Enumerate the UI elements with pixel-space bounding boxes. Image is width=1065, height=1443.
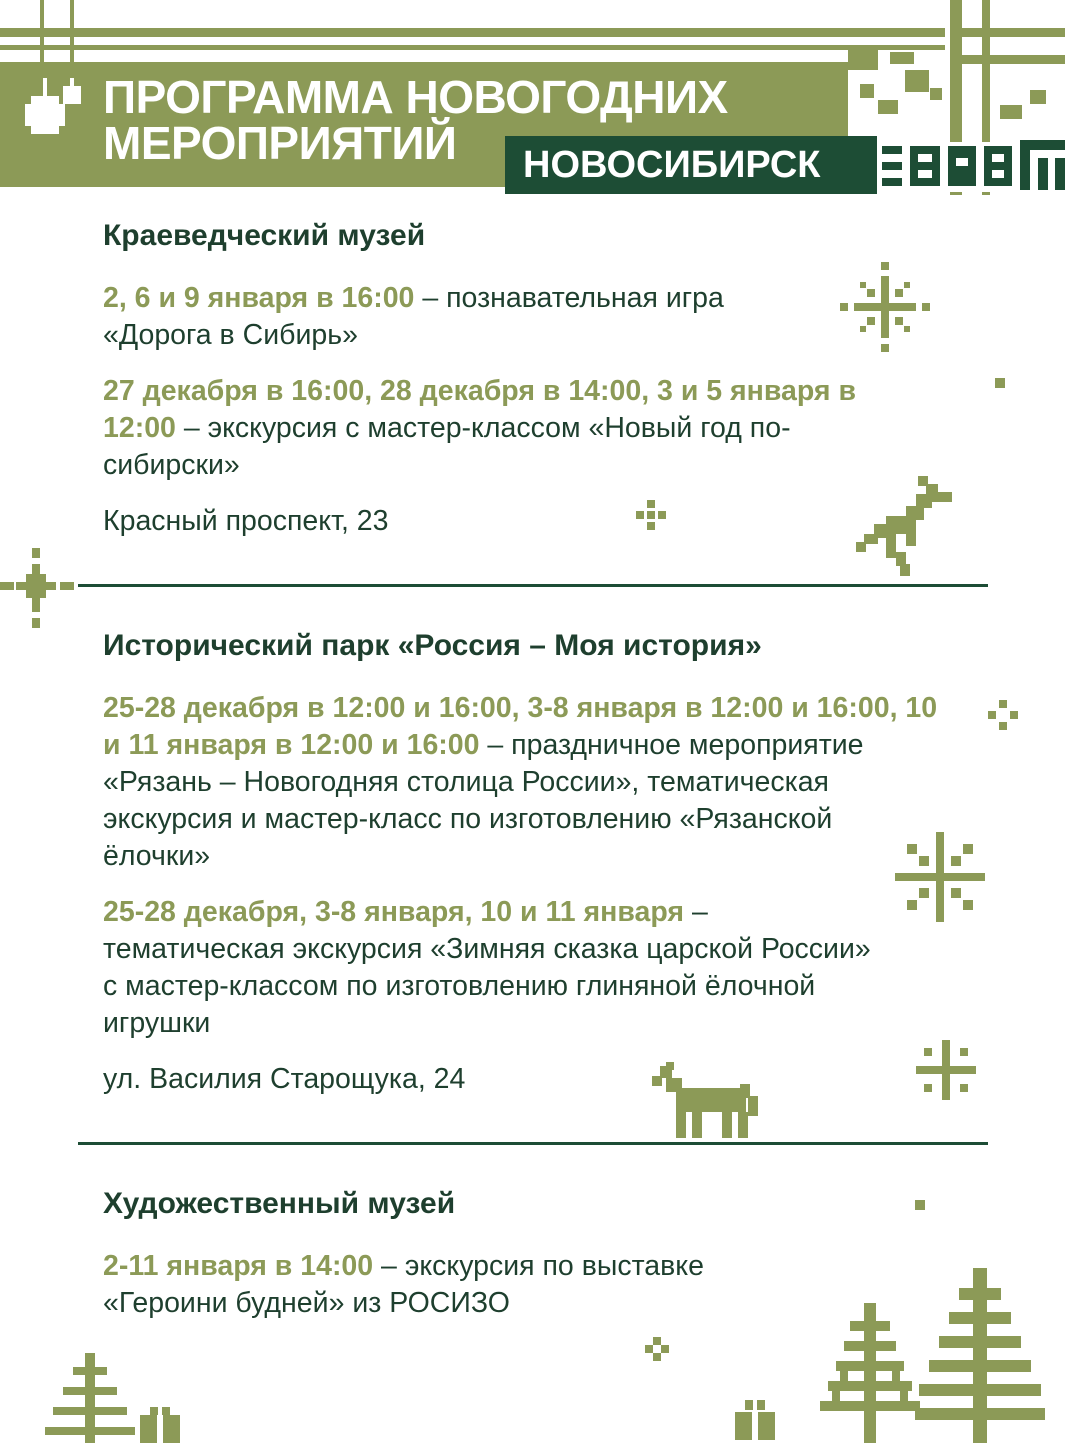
snowflake-icon bbox=[0, 548, 80, 628]
snowflake-icon bbox=[995, 378, 1007, 390]
snowflake-icon bbox=[895, 832, 985, 922]
venue-title: Исторический парк «Россия – Моя история» bbox=[103, 629, 762, 662]
event-description: – тематическая экскурсия «Зимняя сказка царской России» с мастер-классом по изготовлению глиняной ёлочной игрушки bbox=[103, 896, 871, 1039]
venue-title: Краеведческий музей bbox=[103, 219, 426, 252]
venue-title: Художественный музей bbox=[103, 1187, 456, 1220]
snowflake-icon bbox=[636, 500, 666, 530]
page-title: ПРОГРАММА НОВОГОДНИХ МЕРОПРИЯТИЙ bbox=[103, 71, 728, 169]
section-divider bbox=[78, 584, 988, 587]
event-item bbox=[103, 373, 903, 484]
venue-address: ул. Василия Старощука, 24 bbox=[103, 1063, 466, 1095]
gift-icon bbox=[140, 1407, 180, 1443]
event-item bbox=[103, 690, 943, 875]
event-date: 2, 6 и 9 января в 16:00 bbox=[103, 282, 415, 314]
event-description: – экскурсия с мастер-классом «Новый год по-сибирски» bbox=[103, 412, 791, 481]
event-date: 2-11 января в 14:00 bbox=[103, 1250, 374, 1282]
event-date: 25-28 декабря, 3-8 января, 10 и 11 января bbox=[103, 896, 685, 928]
fir-tree-icon bbox=[820, 1303, 920, 1443]
horse-icon bbox=[652, 1062, 762, 1142]
snowflake-icon bbox=[915, 1200, 927, 1212]
event-description: – экскурсия по выставке «Героини будней» из РОСИЗО bbox=[103, 1250, 704, 1319]
snowflake-icon bbox=[840, 262, 930, 352]
section-divider bbox=[78, 1142, 988, 1145]
event-description: – познавательная игра «Дорога в Сибирь» bbox=[103, 282, 724, 351]
city-badge: НОВОСИБИРСК bbox=[505, 136, 877, 194]
venue-address: Красный проспект, 23 bbox=[103, 505, 389, 537]
snowflake-icon bbox=[645, 1337, 669, 1361]
ornament-icon bbox=[15, 78, 95, 148]
event-date: 27 декабря в 16:00, 28 декабря в 14:00, 3 и 5 января в 12:00 bbox=[103, 375, 856, 444]
venue-section-2 bbox=[103, 628, 963, 1098]
event-item bbox=[103, 1248, 803, 1322]
venue-section-1 bbox=[103, 218, 963, 540]
fir-tree-icon bbox=[45, 1353, 135, 1443]
event-item bbox=[103, 894, 873, 1042]
event-item bbox=[103, 280, 743, 354]
gift-icon bbox=[735, 1400, 775, 1440]
snowflake-icon bbox=[988, 700, 1018, 730]
event-date: 25-28 декабря в 12:00 и 16:00, 3-8 января в 12:00 и 16:00, 10 и 11 января в 12:00 и 16:00 bbox=[103, 692, 938, 761]
event-description: – праздничное мероприятие «Рязань – Новогодняя столица России», тематическая экскурсия и мастер-класс по изготовлению «Рязанской ёлочки» bbox=[103, 729, 864, 872]
snowflake-icon bbox=[916, 1040, 976, 1100]
horse-icon bbox=[856, 476, 956, 586]
fir-tree-icon bbox=[915, 1268, 1045, 1443]
